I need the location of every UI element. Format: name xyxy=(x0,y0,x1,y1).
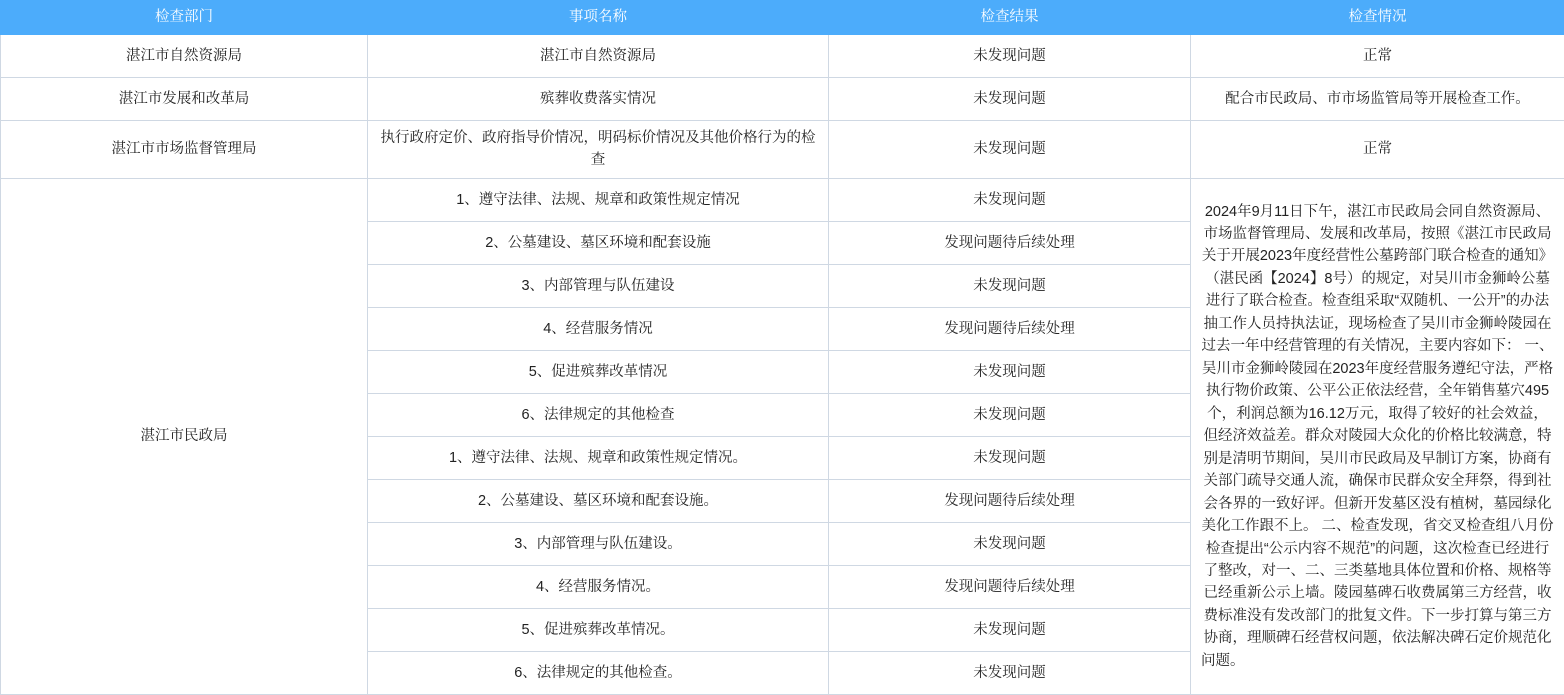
cell-item-name: 4、经营服务情况 xyxy=(368,307,829,350)
cell-situation: 正常 xyxy=(1191,35,1564,78)
cell-department: 湛江市发展和改革局 xyxy=(1,78,368,121)
table-row xyxy=(1,121,1564,179)
cell-result: 发现问题待后续处理 xyxy=(829,307,1191,350)
cell-item-name: 殡葬收费落实情况 xyxy=(368,78,829,121)
cell-item-name: 3、内部管理与队伍建设。 xyxy=(368,522,829,565)
cell-result: 未发现问题 xyxy=(829,436,1191,479)
cell-result: 发现问题待后续处理 xyxy=(829,221,1191,264)
cell-item-name: 湛江市自然资源局 xyxy=(368,35,829,78)
cell-item-name: 执行政府定价、政府指导价情况，明码标价情况及其他价格行为的检查 xyxy=(368,121,829,179)
cell-department: 湛江市自然资源局 xyxy=(1,35,368,78)
cell-item-name: 5、促进殡葬改革情况 xyxy=(368,350,829,393)
cell-item-name: 1、遵守法律、法规、规章和政策性规定情况。 xyxy=(368,436,829,479)
cell-result: 发现问题待后续处理 xyxy=(829,565,1191,608)
cell-result: 未发现问题 xyxy=(829,522,1191,565)
table-row xyxy=(1,178,1564,221)
table-header-row xyxy=(1,1,1564,35)
table-row xyxy=(1,78,1564,121)
table-header xyxy=(1,1,1564,35)
cell-situation-grouped: 2024年9月11日下午，湛江市民政局会同自然资源局、市场监督管理局、发展和改革局，按照《湛江市民政局关于开展2023年度经营性公墓跨部门联合检查的通知》（湛民函【2024】8号）的规定，对吴川市金狮岭公墓进行了联合检查。检查组采取“双随机、一公开”的办法抽工作人员持执法证，现场检查了吴川市金狮岭陵园在过去一年中经营管理的有关情况，主要内容如下： 一、吴川市金狮岭陵园在2023年度经营服务遵纪守法，严格执行物价政策、公平公正依法经营，全年销售墓穴495个，利润总额为16.12万元，取得了较好的社会效益，但经济效益差。群众对陵园大众化的价格比较满意，特别是清明节期间，吴川市民政局及早制订方案，协商有关部门疏导交通人流，确保市民群众安全拜祭，得到社会各界的一致好评。但新开发墓区没有植树，墓园绿化美化工作跟不上。 二、检查发现，省交叉检查组八月份检查提出“公示内容不规范”的问题，这次检查已经进行了整改，对一、二、三类墓地具体位置和价格、规格等已经重新公示上墙。陵园墓碑石收费属第三方经营，收费标准没有发改部门的批复文件。下一步打算与第三方协商，理顺碑石经营权问题，依法解决碑石定价规范化问题。 xyxy=(1191,178,1564,694)
cell-situation: 正常 xyxy=(1191,121,1564,179)
cell-result: 未发现问题 xyxy=(829,608,1191,651)
cell-result: 未发现问题 xyxy=(829,393,1191,436)
cell-department-grouped: 湛江市民政局 xyxy=(1,178,368,694)
cell-item-name: 6、法律规定的其他检查 xyxy=(368,393,829,436)
cell-item-name: 1、遵守法律、法规、规章和政策性规定情况 xyxy=(368,178,829,221)
cell-result: 未发现问题 xyxy=(829,178,1191,221)
column-header-situation: 检查情况 xyxy=(1191,1,1564,35)
cell-department: 湛江市市场监督管理局 xyxy=(1,121,368,179)
cell-result: 未发现问题 xyxy=(829,78,1191,121)
cell-result: 未发现问题 xyxy=(829,264,1191,307)
column-header-department: 检查部门 xyxy=(1,1,368,35)
column-header-result: 检查结果 xyxy=(829,1,1191,35)
cell-result: 未发现问题 xyxy=(829,651,1191,694)
cell-situation: 配合市民政局、市市场监管局等开展检查工作。 xyxy=(1191,78,1564,121)
table-row xyxy=(1,35,1564,78)
cell-result: 发现问题待后续处理 xyxy=(829,479,1191,522)
cell-item-name: 2、公墓建设、墓区环境和配套设施 xyxy=(368,221,829,264)
cell-item-name: 6、法律规定的其他检查。 xyxy=(368,651,829,694)
table-body xyxy=(1,35,1564,695)
cell-item-name: 2、公墓建设、墓区环境和配套设施。 xyxy=(368,479,829,522)
cell-item-name: 4、经营服务情况。 xyxy=(368,565,829,608)
cell-result: 未发现问题 xyxy=(829,350,1191,393)
cell-item-name: 3、内部管理与队伍建设 xyxy=(368,264,829,307)
cell-result: 未发现问题 xyxy=(829,121,1191,179)
cell-result: 未发现问题 xyxy=(829,35,1191,78)
column-header-item-name: 事项名称 xyxy=(368,1,829,35)
cell-item-name: 5、促进殡葬改革情况。 xyxy=(368,608,829,651)
